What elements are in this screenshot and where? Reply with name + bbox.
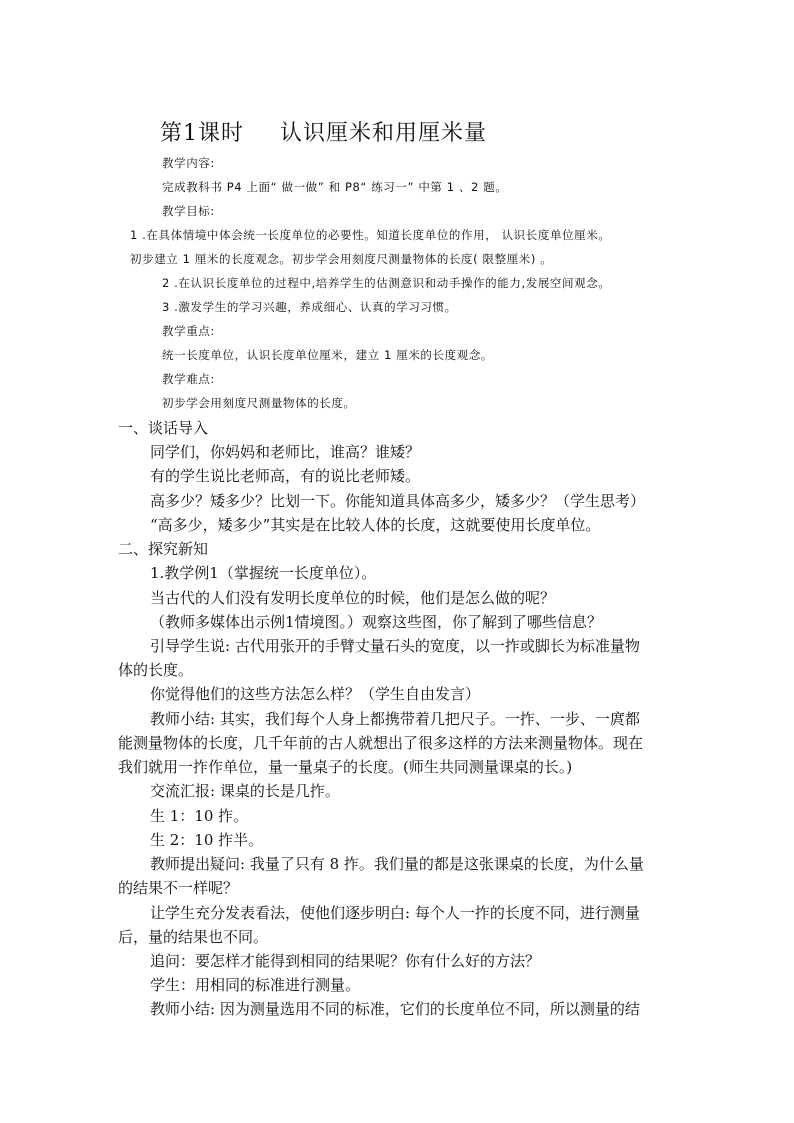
section-heading-intro: 一、谈话导入 [118, 419, 209, 437]
body-line: 追问：要怎样才能得到相同的结果呢？你有什么好的方法？ [150, 952, 541, 970]
key-points-label: 教学重点: [162, 324, 215, 338]
goal-1-line-1: 1 .在具体情境中体会统一长度单位的必要性。知道长度单位的作用， 认识长度单位厘米。 [130, 228, 611, 242]
body-line: 同学们，你妈妈和老师比，谁高？谁矮？ [150, 443, 421, 461]
goal-1-line-2: 初步建立 1 厘米的长度观念。初步学会用刻度尺测量物体的长度( 限整厘米) 。 [130, 252, 553, 266]
goal-3: 3 .激发学生的学习兴趣，养成细心、认真的学习习惯。 [162, 300, 457, 314]
body-line: 教师提出疑问: 我量了只有 8 拃。我们量的都是这张课桌的长度，为什么量 [150, 855, 644, 873]
body-line: 你觉得他们的这些方法怎么样？（学生自由发言） [150, 685, 481, 703]
body-line: 学生：用相同的标准进行测量。 [150, 976, 361, 994]
lesson-title [160, 116, 487, 147]
key-points-text: 统一长度单位，认识长度单位厘米，建立 1 厘米的长度观念。 [162, 348, 494, 362]
body-line: 我们就用一拃作单位，量一量桌子的长度。(师生共同测量课桌的长。) [118, 758, 573, 776]
body-line: （教师多媒体出示例1情境图。）观察这些图，你了解到了哪些信息？ [150, 613, 603, 631]
body-line: 后，量的结果也不同。 [118, 928, 269, 946]
body-line: 高多少？矮多少？比划一下。你能知道具体高多少，矮多少？（学生思考） [150, 492, 646, 510]
body-line: 教师小结: 其实，我们每个人身上都携带着几把尺子。一拃、一步、一庹都 [150, 710, 640, 728]
body-line: 当古代的人们没有发明长度单位的时候，他们是怎么做的呢？ [150, 589, 556, 607]
body-line: 的结果不一样呢？ [118, 879, 239, 897]
section-heading-explore: 二、探究新知 [118, 540, 209, 558]
goal-2: 2 .在认识长度单位的过程中,培养学生的估测意识和动手操作的能力,发展空间观念。 [162, 276, 611, 290]
difficulties-label: 教学难点: [162, 372, 215, 386]
body-line: 交流汇报: 课桌的长是几拃。 [150, 782, 340, 800]
body-line: 生 1：10 拃。 [150, 807, 249, 825]
body-line: 引导学生说: 古代用张开的手臂丈量石头的宽度，以一拃或脚长为标准量物 [150, 637, 640, 655]
body-line: 有的学生说比老师高，有的说比老师矮。 [150, 467, 421, 485]
difficulties-text: 初步学会用刻度尺测量物体的长度。 [162, 396, 356, 410]
body-line: 能测量物体的长度，几千年前的古人就想出了很多这样的方法来测量物体。现在 [118, 734, 644, 752]
teaching-content-label: 教学内容: [162, 156, 215, 170]
body-line: 生 2：10 拃半。 [150, 831, 264, 849]
teaching-content-text: 完成教科书 P4 上面“ 做一做” 和 P8“ 练习一” 中第 1 、2 题。 [162, 180, 508, 194]
body-line: 让学生充分发表看法，使他们逐步明白: 每个人一拃的长度不同，进行测量 [150, 904, 640, 922]
body-line: 教师小结: 因为测量选用不同的标准，它们的长度单位不同，所以测量的结 [150, 1000, 640, 1018]
lesson-topic: 认识厘米和用厘米量 [280, 121, 488, 146]
lesson-number: 第1课时 [160, 121, 244, 146]
teaching-goals-label: 教学目标: [162, 204, 215, 218]
body-line: “高多少，矮多少”其实是在比较人体的长度，这就要使用长度单位。 [150, 516, 601, 534]
body-line: 1.教学例1（掌握统一长度单位）。 [150, 564, 377, 582]
body-line: 体的长度。 [118, 661, 194, 679]
